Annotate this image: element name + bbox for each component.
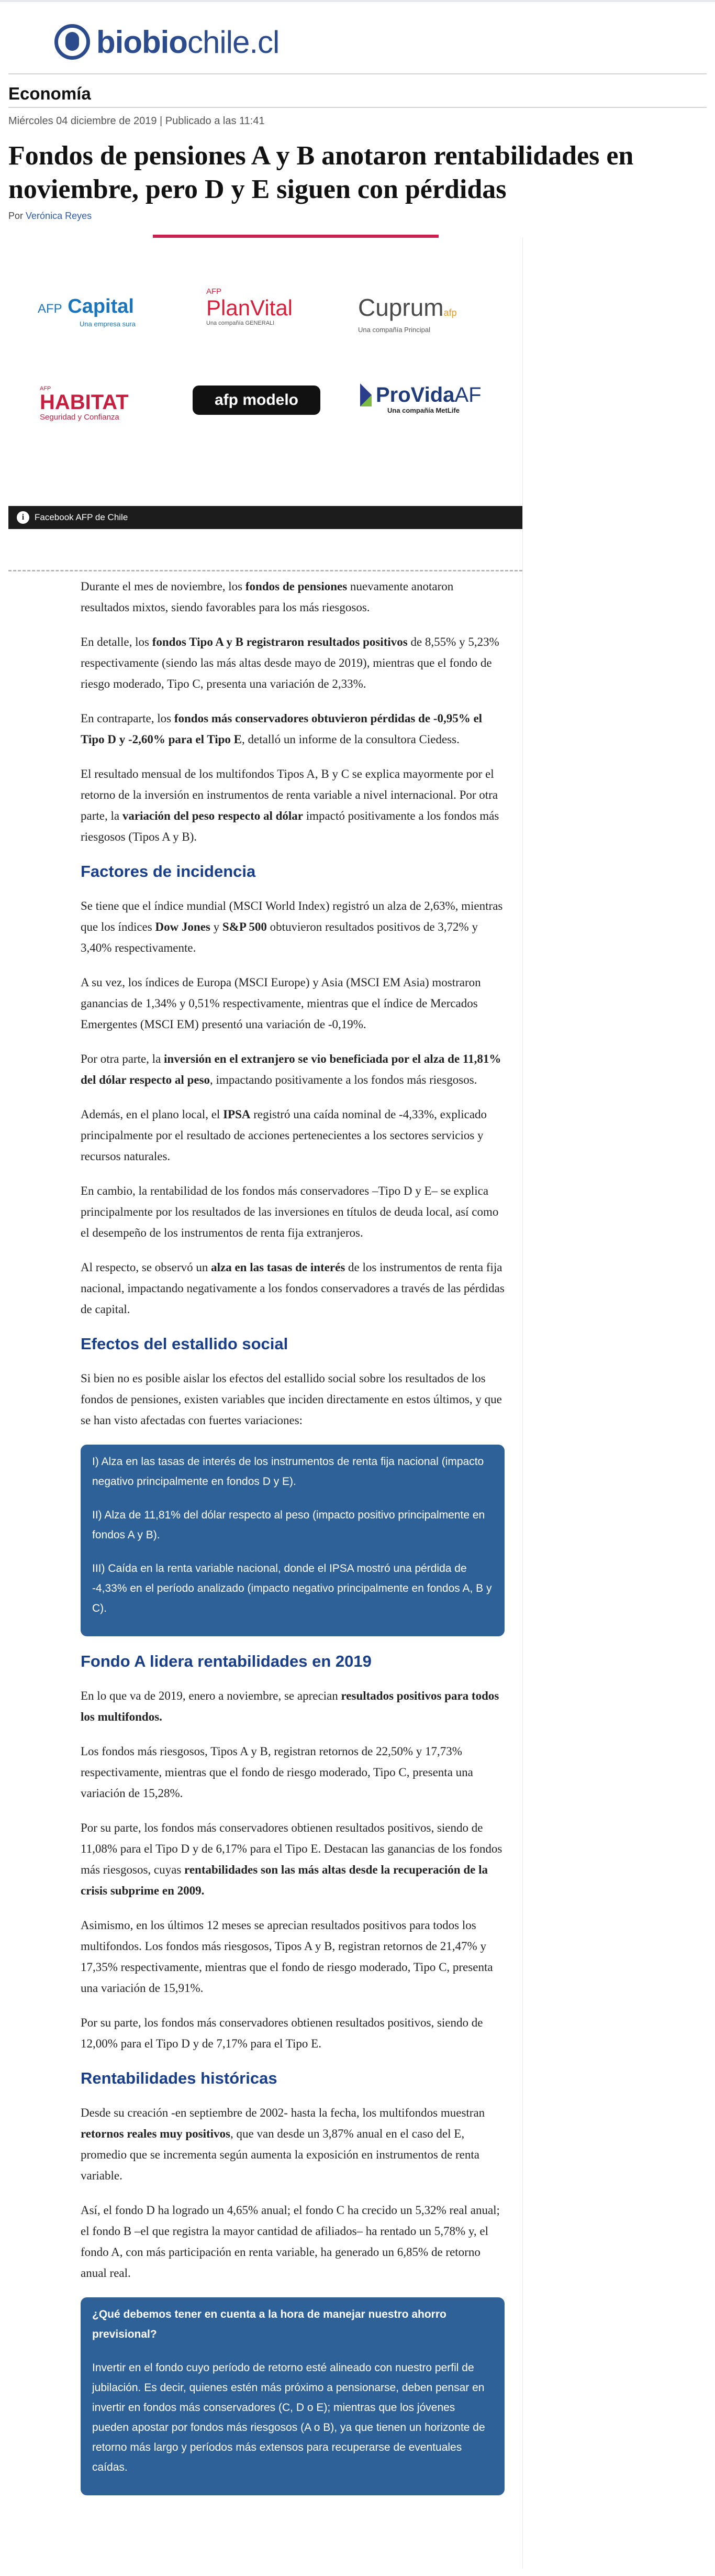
box-item: I) Alza en las tasas de interés de los instrumentos de renta fija nacional (impacto negativo principalmente en fondos D y E).: [92, 1456, 484, 1488]
image-caption: [8, 506, 522, 529]
site-name: biobiochile.cl: [96, 24, 280, 60]
site-logo[interactable]: [54, 21, 279, 63]
content-separator: [8, 570, 522, 571]
paragraph: Además, en el plano local, el IPSA registró una caída nominal de -4,33%, explicado principalmente por el resultado de acciones pertenecientes a los sectores servicios y recursos naturales.: [81, 1108, 487, 1163]
article-title: Fondos de pensiones A y B anotaron rentabilidades en noviembre, pero D y E siguen con pérdidas: [8, 141, 634, 204]
caption-text: Facebook AFP de Chile: [35, 512, 128, 522]
subheading: Rentabilidades históricas: [81, 2069, 277, 2087]
paragraph: En cambio, la rentabilidad de los fondos más conservadores –Tipo D y E– se explica principalmente por los resultados de las inversiones en títulos de deuda local, así como el desempeño de los instrumentos de renta fija extranjeros.: [81, 1184, 499, 1239]
paragraph: Se tiene que el índice mundial (MSCI World Index) registró un alza de 2,63%, mientras que los índices Dow Jones y S&P 500 obtuvieron resultados positivos de 3,72% y 3,40% respectivamente.: [81, 899, 503, 954]
paragraph: A su vez, los índices de Europa (MSCI Europe) y Asia (MSCI EM Asia) mostraron ganancias de 1,34% y 0,51% respectivamente, mientras que el índice de Mercados Emergentes (MSCI EM) presentó una variación de -0,19%.: [81, 976, 481, 1031]
byline: Por Verónica Reyes: [8, 211, 92, 221]
tip-box-title: ¿Qué debemos tener en cuenta a la hora de manejar nuestro ahorro previsional?: [92, 2308, 446, 2340]
paragraph: Por su parte, los fondos más conservadores obtienen resultados positivos, siendo de 12,00% para el Tipo D y de 7,17% para el Tipo E.: [81, 2016, 483, 2050]
paragraph: En detalle, los fondos Tipo A y B registraron resultados positivos de 8,55% y 5,23% respectivamente (siendo las más altas desde mayo de 2019), mientras que el fondo de riesgo moderado, Tipo C, presenta una variación de 2,33%.: [81, 635, 499, 690]
header-divider: [8, 73, 707, 74]
paragraph: Por otra parte, la inversión en el extranjero se vio beneficiada por el alza de 11,81% del dólar respecto al peso, impactando positivamente a los fondos más riesgosos.: [81, 1052, 501, 1086]
site-header: [0, 2, 715, 73]
afp-provida-logo: ProVidaAF Una compañía MetLife: [360, 383, 482, 414]
subheading: Fondo A lidera rentabilidades en 2019: [81, 1652, 372, 1670]
highlight-box: [81, 1445, 505, 1636]
article-body: [81, 576, 505, 2510]
afp-modelo-logo: afp modelo: [193, 386, 320, 415]
section-divider: [8, 107, 707, 108]
subheading: Factores de incidencia: [81, 862, 256, 880]
subheading: Efectos del estallido social: [81, 1335, 288, 1353]
publish-date: Miércoles 04 diciembre de 2019 | Publicado a las 11:41: [8, 115, 265, 127]
section-label[interactable]: Economía: [8, 84, 91, 103]
author-link[interactable]: Verónica Reyes: [26, 211, 92, 221]
afp-planvital-logo: AFP PlanVital Una compañía GENERALI: [206, 287, 293, 326]
box-item: II) Alza de 11,81% del dólar respecto al peso (impacto positivo principalmente en fondos A y B).: [92, 1509, 485, 1541]
paragraph: El resultado mensual de los multifondos Tipos A, B y C se explica mayormente por el retorno de la inversión en instrumentos de renta variable a nivel internacional. Por otra parte, la variación del peso respecto al dólar impactó positivamente a los fondos más riesgosos (Tipos A y B).: [81, 767, 499, 843]
paragraph: Los fondos más riesgosos, Tipos A y B, registran retornos de 22,50% y 17,73% respectivamente, mientras que el fondo de riesgo moderado, Tipo C, presenta una variación de 15,28%.: [81, 1745, 473, 1800]
tip-box: [81, 2297, 505, 2495]
afp-cuprum-logo: Cuprumafp Una compañía Principal: [358, 294, 457, 334]
afp-capital-logo: AFP Capital Una empresa sura: [38, 295, 136, 328]
paragraph: Por su parte, los fondos más conservadores obtienen resultados positivos, siendo de 11,08% para el Tipo D y de 6,17% para el Tipo E. Destacan las ganancias de los fondos más riesgosos, cuyas rentabilidades son las más altas desde la recuperación de la crisis subprime en 2009.: [81, 1821, 502, 1897]
paragraph: Al respecto, se observó un alza en las tasas de interés de los instrumentos de renta fija nacional, impactando negativamente a los fondos conservadores a través de las pérdidas de capital.: [81, 1261, 505, 1316]
paragraph: Si bien no es posible aislar los efectos del estallido social sobre los resultados de los fondos de pensiones, existen variables que inciden directamente en estos últimos, y que se han visto afectadas con fuertes variaciones:: [81, 1372, 502, 1427]
provida-icon: [360, 383, 372, 406]
afp-habitat-logo: AFP HABITAT Seguridad y Confianza: [40, 386, 129, 422]
paragraph: Así, el fondo D ha logrado un 4,65% anual; el fondo C ha crecido un 5,32% real anual; el fondo B –el que registra la mayor cantidad de afiliados– ha rentado un 5,78% y, el fondo A, con más participación en renta variable, ha generado un 6,85% de retorno anual real.: [81, 2204, 500, 2280]
paragraph: En contraparte, los fondos más conservadores obtuvieron pérdidas de -0,95% el Tipo D y -2,60% para el Tipo E, detalló un informe de la consultora Ciedess.: [81, 712, 483, 746]
biobio-logo-icon: [54, 24, 90, 60]
box-item: III) Caída en la renta variable nacional, donde el IPSA mostró una pérdida de -4,33% en el período analizado (impacto negativo principalmente en fondos A, B y C).: [92, 1562, 492, 1614]
paragraph: Desde su creación -en septiembre de 2002- hasta la fecha, los multifondos muestran retornos reales muy positivos, que van desde un 3,87% anual en el caso del E, promedio que se incrementa según aumenta la exposición en instrumentos de renta variable.: [81, 2106, 485, 2182]
paragraph: Durante el mes de noviembre, los fondos de pensiones nuevamente anotaron resultados mixtos, siendo favorables para los más riesgosos.: [81, 580, 454, 614]
info-icon[interactable]: i: [17, 511, 29, 524]
paragraph: Asimismo, en los últimos 12 meses se aprecian resultados positivos para todos los multifondos. Los fondos más riesgosos, Tipos A y B, registran retornos de 21,47% y 17,35% respectivamente, mientras que el fondo de riesgo moderado, Tipo C, presenta una variación de 15,91%.: [81, 1919, 493, 1995]
column-divider: [522, 238, 523, 2569]
paragraph: En lo que va de 2019, enero a noviembre, se aprecian resultados positivos para todos los multifondos.: [81, 1689, 499, 1723]
tip-box-text: Invertir en el fondo cuyo período de retorno esté alineado con nuestro perfil de jubilación. Es decir, quienes estén más próximo a pensionarse, deben pensar en invertir en fondos más conservadores (C, D o E); mientras que los jóvenes pueden apostar por fondos más riesgosos (A o B), ya que tienen un horizonte de retorno más largo y períodos más extensos para recuperarse de eventuales caídas.: [92, 2362, 485, 2473]
article-image: [8, 238, 523, 529]
